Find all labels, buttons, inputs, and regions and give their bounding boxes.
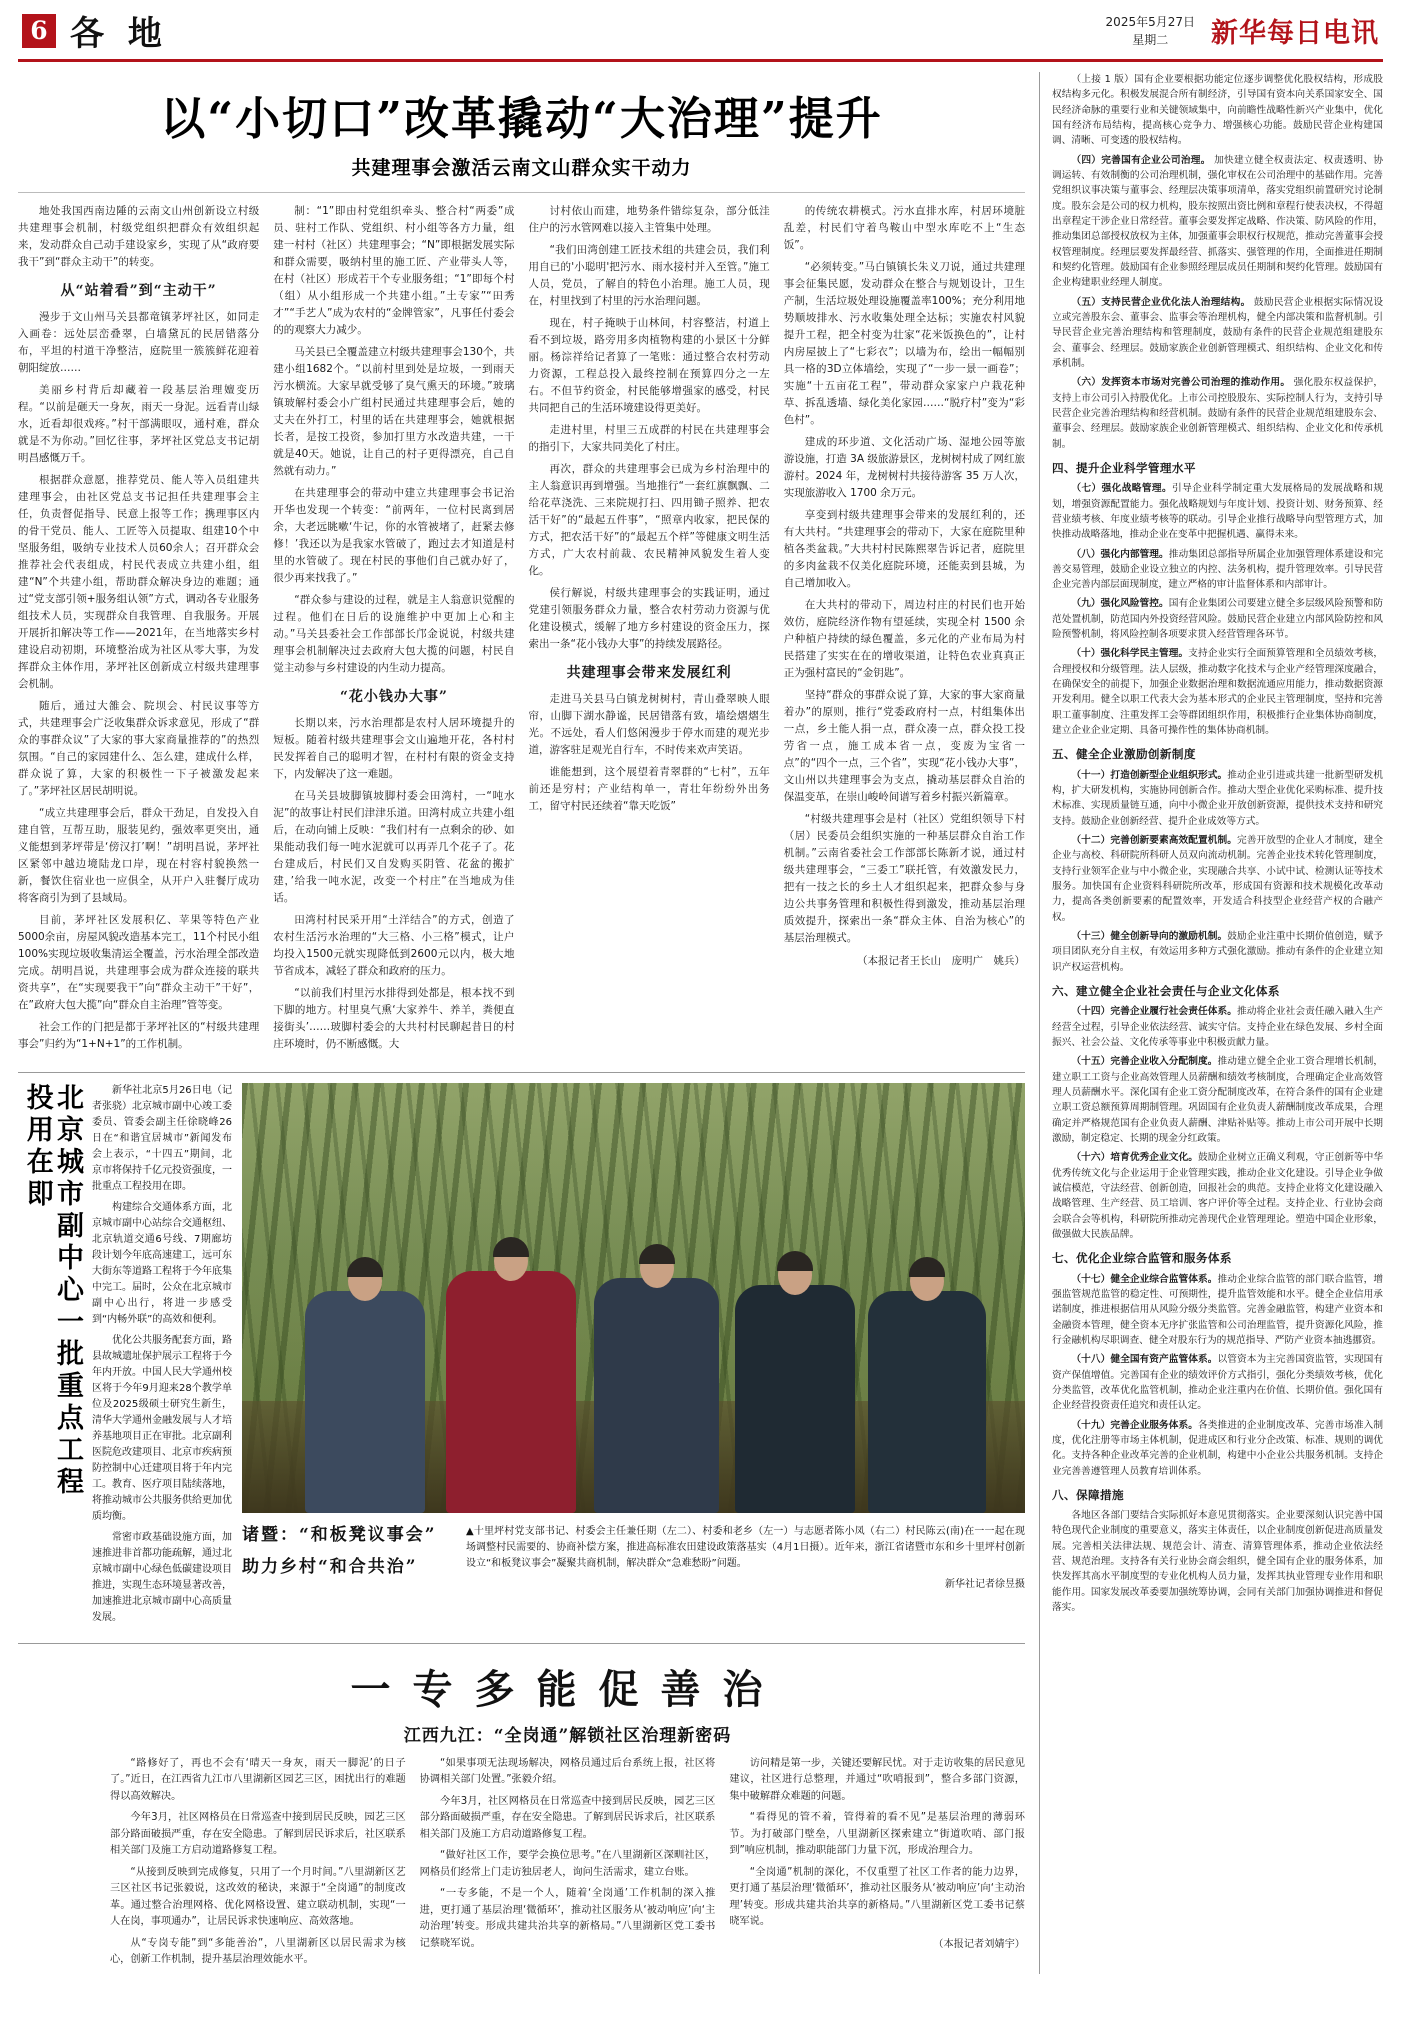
photo-side-caption xyxy=(242,1519,452,1590)
rail-heading: 六、建立健全企业社会责任与企业文化体系 xyxy=(1051,984,1280,999)
paragraph: 在共建理事会的带动中建立共建理事会书记治开华也发现一个转变：“前两年，一位村民离到居余，大老远眺嗽‘牛记，你的水管被堵了，赶紧去修修！’我还以为是我家水管破了，跑过去才知道是村里的水管破了。现在村民的事他们自己就办好了，很少再来找我了。” xyxy=(273,487,515,584)
bottom-left-spacer xyxy=(18,1654,98,1974)
person-figure xyxy=(868,1291,986,1512)
paragraph: 今年3月，社区网格员在日常巡查中接到居民反映，园艺三区部分路面破损严重，存在安全隐患。了解到居民诉求后，社区联系相关部门及施工方启动道路修复工程。 xyxy=(419,1795,716,1840)
paragraph: 讨村依山而建，地势条件错综复杂，部分低洼住户的污水管网难以接入主管集中处理。 xyxy=(528,205,770,234)
rail-heading: 四、提升企业科学管理水平 xyxy=(1051,460,1196,475)
divider xyxy=(18,192,1025,193)
hair xyxy=(347,1257,383,1277)
article-column-2 xyxy=(273,203,514,1058)
bottom-article xyxy=(18,1643,1025,1974)
page-body xyxy=(18,62,1383,1974)
paragraph: “路修好了，再也不会有‘晴天一身灰，雨天一脚泥’的日子了。”近日，在江西省九江市八里湖新区园艺三区，困扰出行的难题得以高效解决。 xyxy=(110,1757,406,1802)
paragraph: “我们田湾创建工匠技术组的共建会员，我们利用自已的'小聪明'把污水、雨水接村并入至管。”施工人员，党员，了解自的特色小治理。施工人员，现在，村里找到了村里的污水治理问题。 xyxy=(528,244,770,307)
paragraph: 在马关县坡脚镇坡脚村委会田湾村，一“吨水泥”的故事让村民们津津乐道。田湾村成立共建小组后，在动向铺上反映：“我们村有一点剩余的砂、如果能动我们每一吨水泥就可以再弄几个花子了。花台建成后，村民们又自发购买阴管、花盆的搬扩建，’给我一吨水泥，改变一个村庄”在当地成为佳话。 xyxy=(273,789,515,904)
paragraph: 再次，群众的共建理事会已成为乡村治理中的主人翁意识再到增强。当地推行“一套红旗飘飘、二给花草浇洗、三来院规打扫、四用锄子照养、把农活干好”的“最起五件事”，“照章内收家，把民保的方式，把农活干好”的“最起五个样”等健康文明生活方式，广大农村前裁、农民精神风貌发生着人变化。 xyxy=(528,463,770,577)
paragraph: 享变到村级共建理事会带来的发展红利的，还有大共村。“共建理事会的带动下，大家在庭院里种植各类盆栽。”大共村村民陈熙翠告诉记者，庭院里的多肉盆栽不仅美化庭院环境，还能卖到县城，为自己增加收入。 xyxy=(783,509,1025,589)
hair xyxy=(777,1251,813,1271)
vertical-title-box xyxy=(18,1083,82,1631)
hair xyxy=(909,1257,945,1277)
issue-weekday: 星期二 xyxy=(1132,32,1169,47)
paragraph: “全岗通”机制的深化，不仅重塑了社区工作者的能力边界，更打通了基层治理‘微循环’，推动社区服务从‘被动响应’向‘主动治理’转变。形成共建共治共享的新格局。”八里湖新区党工委书记蔡晓军说。 xyxy=(729,1866,1025,1928)
bottom-column-1 xyxy=(110,1756,406,1974)
person-figure xyxy=(594,1278,719,1513)
paragraph: 制：“1”即由村党组织牵头、整合村“两委”成员、驻村工作队、党组织、村小组等各方力量，组建一村村（社区）共建理事会；“N”即根据发展实际和群众需要，吸纳村里的施工匠、产业带头人等，在村（社区）形成若干个专业服务组；“1”即每个村（组）从小组形成一个共建小组。”土专家”“田秀才”“手艺人”成为农村的“金牌管家”，凡事任付委会的的观察大力减少。 xyxy=(273,205,515,336)
rail-entry-title: （十六）培育优秀企业文化。 xyxy=(1071,1152,1198,1164)
rail-section-title: （四）完善国有企业公司治理。 xyxy=(1071,154,1211,166)
article-subheading: 共建理事会带来发展红利 xyxy=(566,665,732,681)
paragraph: 田湾村村民采开用“土洋结合”的方式，创造了农村生活污水治理的“大三格、小三格”模式，让户均投入1500元就实现降低到2600元以内，极大地节省成本，减轻了群众和政府的压力。 xyxy=(273,913,515,977)
photo-side-caption-line1: 诸暨：“和板凳议事会” xyxy=(242,1524,437,1545)
byline: （本报记者王长山 庞明广 姚兵） xyxy=(857,955,1025,967)
rail-entry-body: 各地区各部门要结合实际抓好本意见贯彻落实。企业要深刻认识完善中国特色现代企业制度的重要意义，落实主体责任，以企业制度创新促进高质量发展。完善相关法律法规、规范会计、清查、清算管理体系，推动企业依法经营、规范治理。支持各有关行业协会商会组织，健全国有企业的服务体系，加快发挥其高水平制度型的专业化机构人员力量，发挥其执业管理专业作用和职能作用。国家发展改革委要加强统筹协调，会同有关部门加强协调推进和督促落实。 xyxy=(1051,1510,1383,1614)
paragraph: （上接 1 版）国有企业要根据功能定位逐步调整优化股权结构，形成股权结构多元化。积极发展混合所有制经济，引导国有资本向关系国家安全、国民经济命脉的重要行业和关键领域集中，向前瞻性战略性新兴产业集中，优化国有经济布局结构，提高核心竞争力、增强核心功能。鼓励民营企业构建国调、清晰、可变透的股权结构。 xyxy=(1051,74,1383,147)
rail-section xyxy=(1052,295,1383,372)
paragraph: 现在，村子掩映于山林间，村容整洁，村道上看不到垃圾，路旁用多肉植物构建的小景区十分鲜丽。杨淙祥给记者算了一笔账：通过整合农村劳动力资源，工程总投入最终控制在预算四分之一左右。不但节约资金，村民能够增强家的感受，村民共同把自己的生活环境建设得更美好。 xyxy=(528,317,770,414)
photo-caption-text-wrap xyxy=(466,1519,1025,1590)
rail-entry-title: （十九）完善企业服务体系。 xyxy=(1071,1419,1198,1431)
rail-entry-title: （十三）健全创新导向的激励机制。 xyxy=(1071,931,1228,943)
rail-entry-body: 国有企业集团公司要建立健全多层级风险预警和防范处置机制，防范国内外投资经营风险。鼓励民营企业建立内部风险防控和风险预警机制，将风险控制各项要求贯入经营管理各环节。 xyxy=(1051,598,1384,641)
article-column-3 xyxy=(529,203,770,1058)
rail-section xyxy=(1052,153,1383,291)
rail-entry-title: （十）强化科学民主管理。 xyxy=(1071,648,1189,660)
paragraph: 构建综合交通体系方面，北京城市副中心站综合交通枢纽、北京轨道交通6号线、7期廊坊段计划今年底高速建工，远可东大街东等道路工程将于今年底集中完工。届时，公众在北京城市副中心出行，将进一步感受到“内畅外联”的高效和便利。 xyxy=(92,1201,232,1325)
paragraph: 访问精是第一步，关键还要解民忧。对于走访收集的居民意见建议，社区进行总整理，并通过“吹哨报到”，整合多部门资源，集中破解群众难题的问题。 xyxy=(729,1757,1025,1802)
rail-entry-body: 完善开放型的企业人才制度，建全企业与高校、科研院所科研人员双向流动机制。完善企业技术转化管理制度，支持行业领军企业与中小微企业，实现融合共享、小试中试、检测认证等技术服务。加快国有企业资料科研院所改革，形成国有资源和技术规模化改革动力，提高各类创新要素的配置效率，开发适合科技型企业经营产权的合融产权。 xyxy=(1051,835,1383,923)
rail-section-body: 加快建立健全权责法定、权责透明、协调运转、有效制衡的公司治理机制，强化审权在公司治理中的基础作用。完善党组织议事决策与董事会、经理层决策事项清单，落实党组织前置研究讨论制度。股东会是公司的权力机构，股东按照出资比例和章程行使表决权，不得超出章程定干涉企业日常经营。董事会要发挥定战略、作决策、防风险的作用，推动集团总部授权放权为主体，加强董事会职权行权规范，推动完善董事会授权管理制度。经理层要发挥最经营、抓落实、强管理的作用，全面推进任期制和契约化管理。鼓励国有企业参照经理层成员任期制和契约化管理。鼓励国有企业构建职业经理人制度。 xyxy=(1051,154,1384,289)
people-group xyxy=(242,1177,1025,1512)
rail-entry-title: （十一）打造创新型企业组织形式。 xyxy=(1071,769,1228,781)
photo-caption: ▲十里坪村党支部书记、村委会主任兼任期（左二）、村委和老乡（左一）与志愿者陈小凤（右二）村民陈云(南)在一一起在现场调整村民需要的、协商补偿方案，推进高标准农田建设政策落基实（4月1日摄）。近年来，浙江省诸暨市东和乡十里坪村创新设立“和板凳议事会”凝聚共商机制，解决群众“急难愁盼”问题。 xyxy=(466,1525,1025,1569)
rail-section xyxy=(1052,375,1383,452)
rail-entry-title: （九）强化风险管控。 xyxy=(1071,598,1169,610)
page-number: 6 xyxy=(22,14,56,48)
rail-section xyxy=(1052,929,1383,975)
rail-entry-title: （七）强化战略管理。 xyxy=(1071,483,1173,495)
mid-news-column xyxy=(92,1083,232,1631)
rail-entry-body: 以管资本为主完善国资监管，实现国有资产保值增值。完善国有企业的绩效评价方式指引，强化分类绩效考核，优化分类监管，改革优化监管机制，推动企业注重内在价值、长期价值。强化国有企业经营投资责任追究和责任认定。 xyxy=(1051,1354,1384,1412)
paragraph: 美丽乡村背后却藏着一段基层治理嬗变历程。“以前是砸天一身灰，雨天一身泥。远看青山绿水，近看却很戏疼。”村干部满眼叹，通村难，群众就是不为你动。”回忆往事，茅坪社区党总支书记胡明昌感慨万千。 xyxy=(18,383,260,464)
rail-entry-body: 推动企业综合监管的部门联合监管，增强监管规范监管的稳定性、可预期性，提升监管效能和水平。健全企业信用承诺制度，推进根据信用从风险分级分类监管。完善金融监管，构建产业资本和金融资本管理，健全资本无序扩张监管和公司治理监管，提升资源化风险，推行金融机构尽职调查、健全对股东行为的规范指导、严防产业资本抽逃挪资。 xyxy=(1051,1273,1384,1346)
rail-entry-body: 鼓励企业树立正确义利观，守正创新等中华优秀传统文化与企业运用于企业管理实践，推动企业文化建设。引导企业争做诚信模范，守法经营、创新创造，回报社会的典范。支持企业将文化建设融入战略管理、生产经营、员工培训、客户评价等全过程。支持企业、行业协会商会联合会等机构，科研院所推动完善现代企业管理理论。塑造中国企业形象，做强做大民族品牌。 xyxy=(1051,1152,1384,1240)
paragraph: 常密市政基础设施方面，加速推进非首都功能疏解，通过北京城市副中心绿色低碳建设项目推进，实现生态环境显著改善，加速推进北京城市副中心高质量发展。 xyxy=(92,1531,232,1623)
paragraph: 根据群众意愿，推荐党员、能人等入员组建共建理事会，由社区党总支书记担任共建理事会主任，负责督促指导、民意上报等工作；携理事区内的骨干党员、能人、工匠等入员提取、组建10个中坚服务组，吸纳专业技术人员60余人；召开群众会推荐社会代表组成，村民代表成立共建小组，组建“N”个共建小组，帮助群众解决身边的难题；通过“党支部引领+服务组认领”方式，调动各专业服务组技术人员，实现群众自我管理、自我服务。开展开展折扣解决等工作——2021年，在当地落实乡村建设启动初期，环境整治成为社区从零大事，为发挥群众主体作用，茅坪社区创新成立村级共建理事会机制。 xyxy=(18,473,260,690)
rail-section xyxy=(1052,547,1383,593)
rail-section xyxy=(1052,1418,1383,1479)
date-block xyxy=(1106,13,1195,49)
issue-date: 2025年5月27日 xyxy=(1105,14,1195,29)
article-column-4 xyxy=(784,203,1025,1058)
paragraph: 社会工作的门把是都于茅坪社区的“村级共建理事会”归约为“1+N+1”的工作机制。 xyxy=(18,1020,260,1050)
rail-entry-body: 推动企业引进或共建一批新型研发机构，扩大研发机构，实施协同创新合作。推动大型企业优化采购标准、提升技术标准、实现质量链互通，向中小微企业开放创新资源，提供技术支持和研究支持。鼓励企业创新经营、提升企业成效等方式。 xyxy=(1051,769,1384,827)
photo-credit: 新华社记者徐昱摄 xyxy=(944,1578,1025,1590)
rail-entry-title: （十二）完善创新要素高效配置机制。 xyxy=(1071,835,1237,847)
rail-section xyxy=(1052,1054,1383,1146)
paragraph: “一专多能，不是一个人，随着‘全岗通’工作机制的深入推进，更打通了基层治理‘微循环’，推动社区服务从‘被动响应’向‘主动治理’转变。形成共建共治共享的新格局。”八里湖新区党工委书记蔡晓军说。 xyxy=(419,1888,716,1949)
mid-block xyxy=(18,1072,1025,1631)
paragraph: 随后，通过大雒会、院坝会、村民议事等方式，共建理事会广泛收集群众诉求意见，形成了“群众的事群众议”了大家的事大家商量推荐的”的热烈氛围。“自己的家园建什么、怎么建，建成什么样，群众说了算，大家的积极性一下子被激发起来了。”茅坪社区居民胡明说。 xyxy=(18,699,260,797)
paragraph: 的传统农耕模式。污水直排水库，村居环境脏乱差，村民们守着鸟鞍山中型水库吃不上“生态饭”。 xyxy=(783,205,1025,251)
rail-entry-body: 鼓励企业注重中长期价值创造，赋予项目团队充分自主权，有效运用多种方式强化激励。推动有条件的企业建立知识产权运营机构。 xyxy=(1051,931,1384,973)
rail-heading: 七、优化企业综合监管和服务体系 xyxy=(1051,1251,1232,1266)
rail-section xyxy=(1052,1004,1383,1050)
bottom-headline: 一专多能促善治 xyxy=(350,1665,785,1713)
rail-section xyxy=(1052,768,1383,829)
paragraph: “看得见的管不着，管得着的看不见”是基层治理的薄弱环节。为打破部门壁垒，八里湖新区探索建立“街道吹哨、部门报到”响应机制，推动职能部门力量下沉，形成治理合力。 xyxy=(729,1812,1025,1857)
paragraph: “以前我们村里污水排得到处都是，根本找不到下脚的地方。村里臭气熏‘大家养牛、养羊，粪便直接街头’……玻脚村委会的大共村村民聊起昔日的村庄环境时，仍不断感慨。大 xyxy=(273,986,515,1050)
rail-entry-title: （十五）完善企业收入分配制度。 xyxy=(1071,1056,1218,1068)
paragraph: “从接到反映到完成修复，只用了一个月时间。”八里湖新区艺三区社区书记张毅说，这改效的秘诀，来源于“全岗通”的制度改革。通过整合治理网格、优化网格设置、建立联动机制，实现“一人在岗，事项通办”，让居民诉求快速响应、高效落地。 xyxy=(110,1866,406,1928)
paragraph: 建成的环步道、文化活动广场、湿地公园等旅游设施，打造 3A 级旅游景区，龙树树村成了网红旅游村。2024 年，龙树树村共接待游客 35 万人次，实现旅游收入 1700 余万元。 xyxy=(783,436,1025,499)
article-subheading: 从“站着看”到“主动干” xyxy=(60,283,217,299)
photo-caption-row xyxy=(242,1519,1025,1590)
bottom-columns xyxy=(110,1756,1025,1974)
person-figure xyxy=(305,1291,425,1512)
rail-section xyxy=(1052,1352,1383,1413)
rail-section xyxy=(1052,1508,1383,1615)
rail-section xyxy=(1052,833,1383,925)
paragraph: 走进村里，村里三五成群的村民在共建理事会的指引下，大家共同美化了村庄。 xyxy=(528,424,770,453)
page-subtitle: 共建理事会激活云南文山群众实干动力 xyxy=(351,157,692,179)
rail-section xyxy=(1052,646,1383,738)
paragraph: 在大共村的带动下，周边村庄的村民们也开始效仿，庭院经济作物有望延续，实现全村 1500 余户种植户持续的绿色覆盖，多元化的产业布局为村民搭建了实实在在的增收渠道，让特色农业真真正正为强村富民的“金钥匙”。 xyxy=(783,599,1025,679)
rail-section-title: （五）支持民营企业优化法人治理结构。 xyxy=(1071,296,1251,308)
photo-block xyxy=(242,1083,1025,1631)
rail-entry-body: 各类推进的企业制度改革、完善市场准入制度，优化注册等市场主体机制，促进成区和行业分企改策、标准、规则的调优化。支持各种企业改革完善的企业机制，构建中小企业公共服务机制。支持企业完善善遵管理人员教育培训体系。 xyxy=(1051,1419,1384,1477)
rail-entry-body: 推动集团总部指导所属企业加强管理体系建设和完善交易管理，鼓励企业设立独立的内控、法务机构，提升管理效率。引导民营企业完善内部层面现制度，建立严格的审计监督体系和内部审计。 xyxy=(1051,548,1384,591)
rail-entry-title: （十四）完善企业履行社会责任体系。 xyxy=(1071,1006,1237,1018)
photo-side-caption-line2: 助力乡村“和合共治” xyxy=(242,1556,418,1577)
bottom-column-3 xyxy=(729,1756,1025,1974)
left-zone xyxy=(18,72,1025,1974)
person-figure xyxy=(446,1271,576,1512)
rail-section xyxy=(1052,1150,1383,1242)
rail-entry-body: 推动建立健全企业工资合理增长机制，建立职工工资与企业高效管理人员薪酬和绩效考核制度，合理确定企业高效管理人员薪酬水平。深化国有企业工资分配制度改革，在符合条件的国有企业建立职工资总额预算周期制管理。巩固国有企业负责人薪酬制度改革成果，合理确定并严格规范国有企业负责人薪酬、津贴补贴等。推动上市公司开展中长期激励，制定稳定、长期的现金分红政策。 xyxy=(1051,1056,1384,1144)
bottom-subhead: 江西九江：“全岗通”解锁社区治理新密码 xyxy=(403,1725,732,1746)
paragraph: 长期以来，污水治理都是农村人居环境提升的短板。随着村级共建理事会文山遍地开花，各村村民发挥着自己的聪明才智，在村村有限的资金支持下，内发解决了这一难题。 xyxy=(273,716,515,780)
page-title: 以“小切口”改革撬动“大治理”提升 xyxy=(160,92,883,145)
rail-entry-body: 推动将企业社会责任融入融入生产经营全过程，引导企业依法经营、诚实守信。支持企业在绿色发展、乡村全面振兴、社会公益、文化传承等事业中积极贡献力量。 xyxy=(1051,1006,1383,1048)
rail-section xyxy=(1052,1272,1383,1349)
paragraph: “必须转变。”马白镇镇长朱义刀说，通过共建理事会征集民愿，发动群众在整合与规划设计，卫生产制，生活垃圾处理设施覆盖率100%；充分利用地势顺坡排水、污水收集处理全达标；实施农村风貌提升工程，把全村变为壮家“花米饭换色的”，让村内房屋披上了“七彩衣”；以墙为布，绘出一幅幅别具一格的3D立体墙绘，实现了“一步一景一画卷”；实施“十五亩花工程”，带动群众家家户户栽花种草、拆乱透墙、绿化美化家园……“脱疗村”变为“彩色村”。 xyxy=(783,261,1025,426)
main-article-columns xyxy=(18,203,1025,1058)
rail-section-title: （六）发挥资本市场对完善公司治理的推动作用。 xyxy=(1071,377,1291,389)
paragraph: “村级共建理事会是村（社区）党组织领导下村（居）民委员会组织实施的一种基层群众自治工作机制。”云南省委社会工作部部长陈新才说，通过村级共建理事会，“三委工”联托管，有效激发民力，把有一技之长的乡土人才组织起来，把群众参与身边公共事务管理和积极性得到激发，推动基层治理质效提升，探索出一条“群众主体、自治为核心”的基层治理模式。 xyxy=(783,813,1025,944)
paragraph: 走进马关县马白镇龙树树村，青山叠翠映人眼帘，山脚下湖水静谧，民居错落有致，墙绘熠熠生光。不远处，看人们悠闲漫步于停水而建的观光步道，游客驻足观光自行车，不时传来欢声笑语。 xyxy=(528,692,770,756)
paragraph: “做好社区工作，要学会换位思考。”在八里湖新区深甽社区，网格员们经常上门走访独居老人，询问生活需求，建立台账。 xyxy=(419,1850,716,1878)
rail-heading: 八、保障措施 xyxy=(1051,1487,1124,1502)
masthead xyxy=(18,0,1383,62)
paragraph: 坚持“群众的事群众说了算，大家的事大家商量着办”的原则，推行“党委政府村一点，村组集体出一点，乡土能人捐一点，群众凑一点，群众投工投劳省一点，施工成本省一点，变废为宝省一点”的“四个一点，三个省”，实现“花小钱办大事”，文山州以共建理事会为支点，撬动基层群众自治的保温变革，在崇山峻岭间谱写着乡村振兴新篇章。 xyxy=(783,689,1025,803)
paragraph: 优化公共服务配套方面，路县故城遗址保护展示工程将于今年内开放。中国人民大学通州校区将于今年9月迎来28个教学单位及2025级硕士研究生新生，清华大学通州金融发展与人才培养基地项目正在审批。北京副利医院危改建项目、北京市疾病预防控制中心迁建项目将于年内完工。教育、医疗项目陆续落地，将推动城市公共服务供给更加优质均衡。 xyxy=(92,1334,232,1522)
article-column-1 xyxy=(18,203,259,1058)
bottom-article-main xyxy=(110,1654,1025,1974)
news-photo xyxy=(242,1083,1025,1513)
paragraph: “如果事项无法现场解决，网格员通过后台系统上报，社区将协调相关部门处置。”张毅介绍。 xyxy=(419,1757,716,1786)
paragraph: “群众参与建设的过程，就是主人翁意识觉醒的过程。他们在日后的设施维护中更加上心和主动。”马关县委社会工作部部长邝金说说，村级共建理事会机制解决过去政府大包大揽的问题，村民自觉主动参与乡村建设的内生动力提高。 xyxy=(273,594,515,674)
right-rail xyxy=(1039,72,1383,1974)
article-subheading: “花小钱办大事” xyxy=(339,689,448,705)
rail-heading: 五、健全企业激励创新制度 xyxy=(1051,747,1196,762)
brand-title: 新华每日电讯 xyxy=(1211,18,1379,49)
rail-entry-title: （八）强化内部管理。 xyxy=(1071,548,1169,560)
rail-section xyxy=(1052,481,1383,542)
person-figure xyxy=(735,1285,855,1513)
paragraph: 谁能想到，这个展望着青翠群的“七村”，五年前还是穷村；产业结构单一，青壮年纷纷外出务工，留守村民还续着“靠天吃饭” xyxy=(528,765,770,812)
rail-section xyxy=(1052,596,1383,642)
paragraph: 侯行解说，村级共建理事会的实践证明，通过党建引领服务群众力量，整合农村劳动力资源与优化建设模式，缓解了地方乡村建设的资金压力，探索出一条“花小钱办大事”的持续发展路径。 xyxy=(528,587,770,650)
bottom-column-2 xyxy=(420,1756,716,1974)
paragraph: “成立共建理事会后，群众干劲足，自发投入自建自管，互帮互助，服装见约，强效率更突出，通义能想到茅坪带是‘傍汉打’啊！”胡明昌说，茅坪社区紧邻中越边境陆龙口岸，现在村容村貌换然一新，餐饮住宿业也一应俱全，从开户入驻餐厅成功将客商引为到了县域局。 xyxy=(18,806,260,904)
paragraph: 新华社北京5月26日电（记者张骁）北京城市副中心竣工委委员、管委会副主任徐晓峰26日在“和谐宜居城市”新闻发布会上表示，“十四五”期间，北京市将保持千亿元投资强度，一批重点工程投用在即。 xyxy=(92,1084,232,1192)
paragraph: 地处我国西南边陲的云南文山州创新设立村级共建理事会机制，村级党组织把群众有效组织起来，发动群众自己动手建设家乡，实现了从“政府要我干”到“群众主动干”的转变。 xyxy=(18,205,260,268)
hair xyxy=(493,1237,529,1257)
paragraph: 从“专岗专能”到“多能善治”，八里湖新区以居民需求为核心，创新工作机制，提升基层治理效能水平。 xyxy=(110,1937,406,1966)
paragraph: 漫步于文山州马关县都竜镇茅坪社区，如同走入画卷：远处层峦叠翠，白墙黛瓦的民居错落分布，平坦的村道干净整洁，庭院里一簇簇鲜花迎着朝阳绽放…… xyxy=(18,310,260,374)
hair xyxy=(639,1244,675,1264)
paragraph: 今年3月，社区网格员在日常巡查中接到居民反映，园艺三区部分路面破损严重，存在安全隐患。了解到居民诉求后，社区联系相关部门及施工方启动道路修复工程。 xyxy=(110,1812,406,1857)
rail-section-body: 强化股东权益保护，支持上市公司引入持股优化。上市公司控股股东、实际控制人行为，支持引导民营企业完善治理结构和经营机制。鼓励有条件的民营企业规范组建股东会、董事会、经理层。鼓励家族企业创新管理模式、组织结构、企业文化和传承机制。 xyxy=(1051,377,1384,450)
paragraph: 目前，茅坪社区发展积亿、苹果等特色产业5000余亩，房屋风貌改造基本完工，11个村民小组100%实现垃圾收集清运全覆盖，污水治理全部改造完成。胡明昌说，共建理事会成为群众连接的联共资共享”，在“实现要我干”向“群众主动干”干好”，在”政府大包大揽”向“群众自主治理”管等变。 xyxy=(18,913,260,1011)
rail-entry-body: 引导企业科学制定重大发展格局的发展战略和规划，增强资源配置能力。强化战略规划与年度计划、投资计划、财务预算、经营业绩考核、年度业绩考核等的联动。引导企业推行战略导向型管理方式，加快推动战略落地，推动企业在变革中把握机遇、赢得未来。 xyxy=(1051,483,1384,541)
rail-section-body: 鼓励民营企业根据实际情况设立或完善股东会、董事会、监事会等治理机构，健全内部决策和监督机制。引导民营企业完善治理结构和管理制度，鼓励有条件的民营企业规范组建股东会、董事会、经理层。鼓励家族企业创新管理模式、组织结构、企业文化和传承机制。 xyxy=(1051,296,1384,369)
rail-entry-title: （十七）健全企业综合监管体系。 xyxy=(1071,1273,1218,1285)
rail-entry-body: 支持企业实行全面预算管理和全员绩效考核，合理授权和分级管理。法人层级，推动数字化技术与企业产经管理深度融合，在确保安全的前提下，加强企业数据治理和数据流通应用能力，推动数据资源开发利用。健全以职工代表大会为基本形式的企业民主管理制度，坚持和完善职工董事制度、注重发挥工会等群团组织作用，积极推行企业集体协商制度，建立企业企业定期、具备可操作性的集体协商机制。 xyxy=(1051,648,1384,737)
paragraph: 马关县已全覆盖建立村级共建理事会130个，共建小组1682个。“以前村里到处是垃圾，一到雨天污水横流。大家早就受够了臭气熏天的环境。”玻璃镇玻解村委会小广组村民通过共建理事会后，她的丈夫在外打工，村里的话在共建理事会，她就根据长者，是按工投资，参加打里方水改造共建，一干就是40天。她说，让自己的村子更得漂亮，自己自然就有动力。” xyxy=(273,346,515,477)
vertical-headline: 北京城市副中心一批重点工程投用在即 xyxy=(21,1082,83,1499)
rail-entry-title: （十八）健全国有资产监管体系。 xyxy=(1071,1354,1218,1366)
bottom-dateline: （本报记者刘婧宇） xyxy=(933,1938,1025,1950)
section-title: 各 地 xyxy=(70,14,168,54)
